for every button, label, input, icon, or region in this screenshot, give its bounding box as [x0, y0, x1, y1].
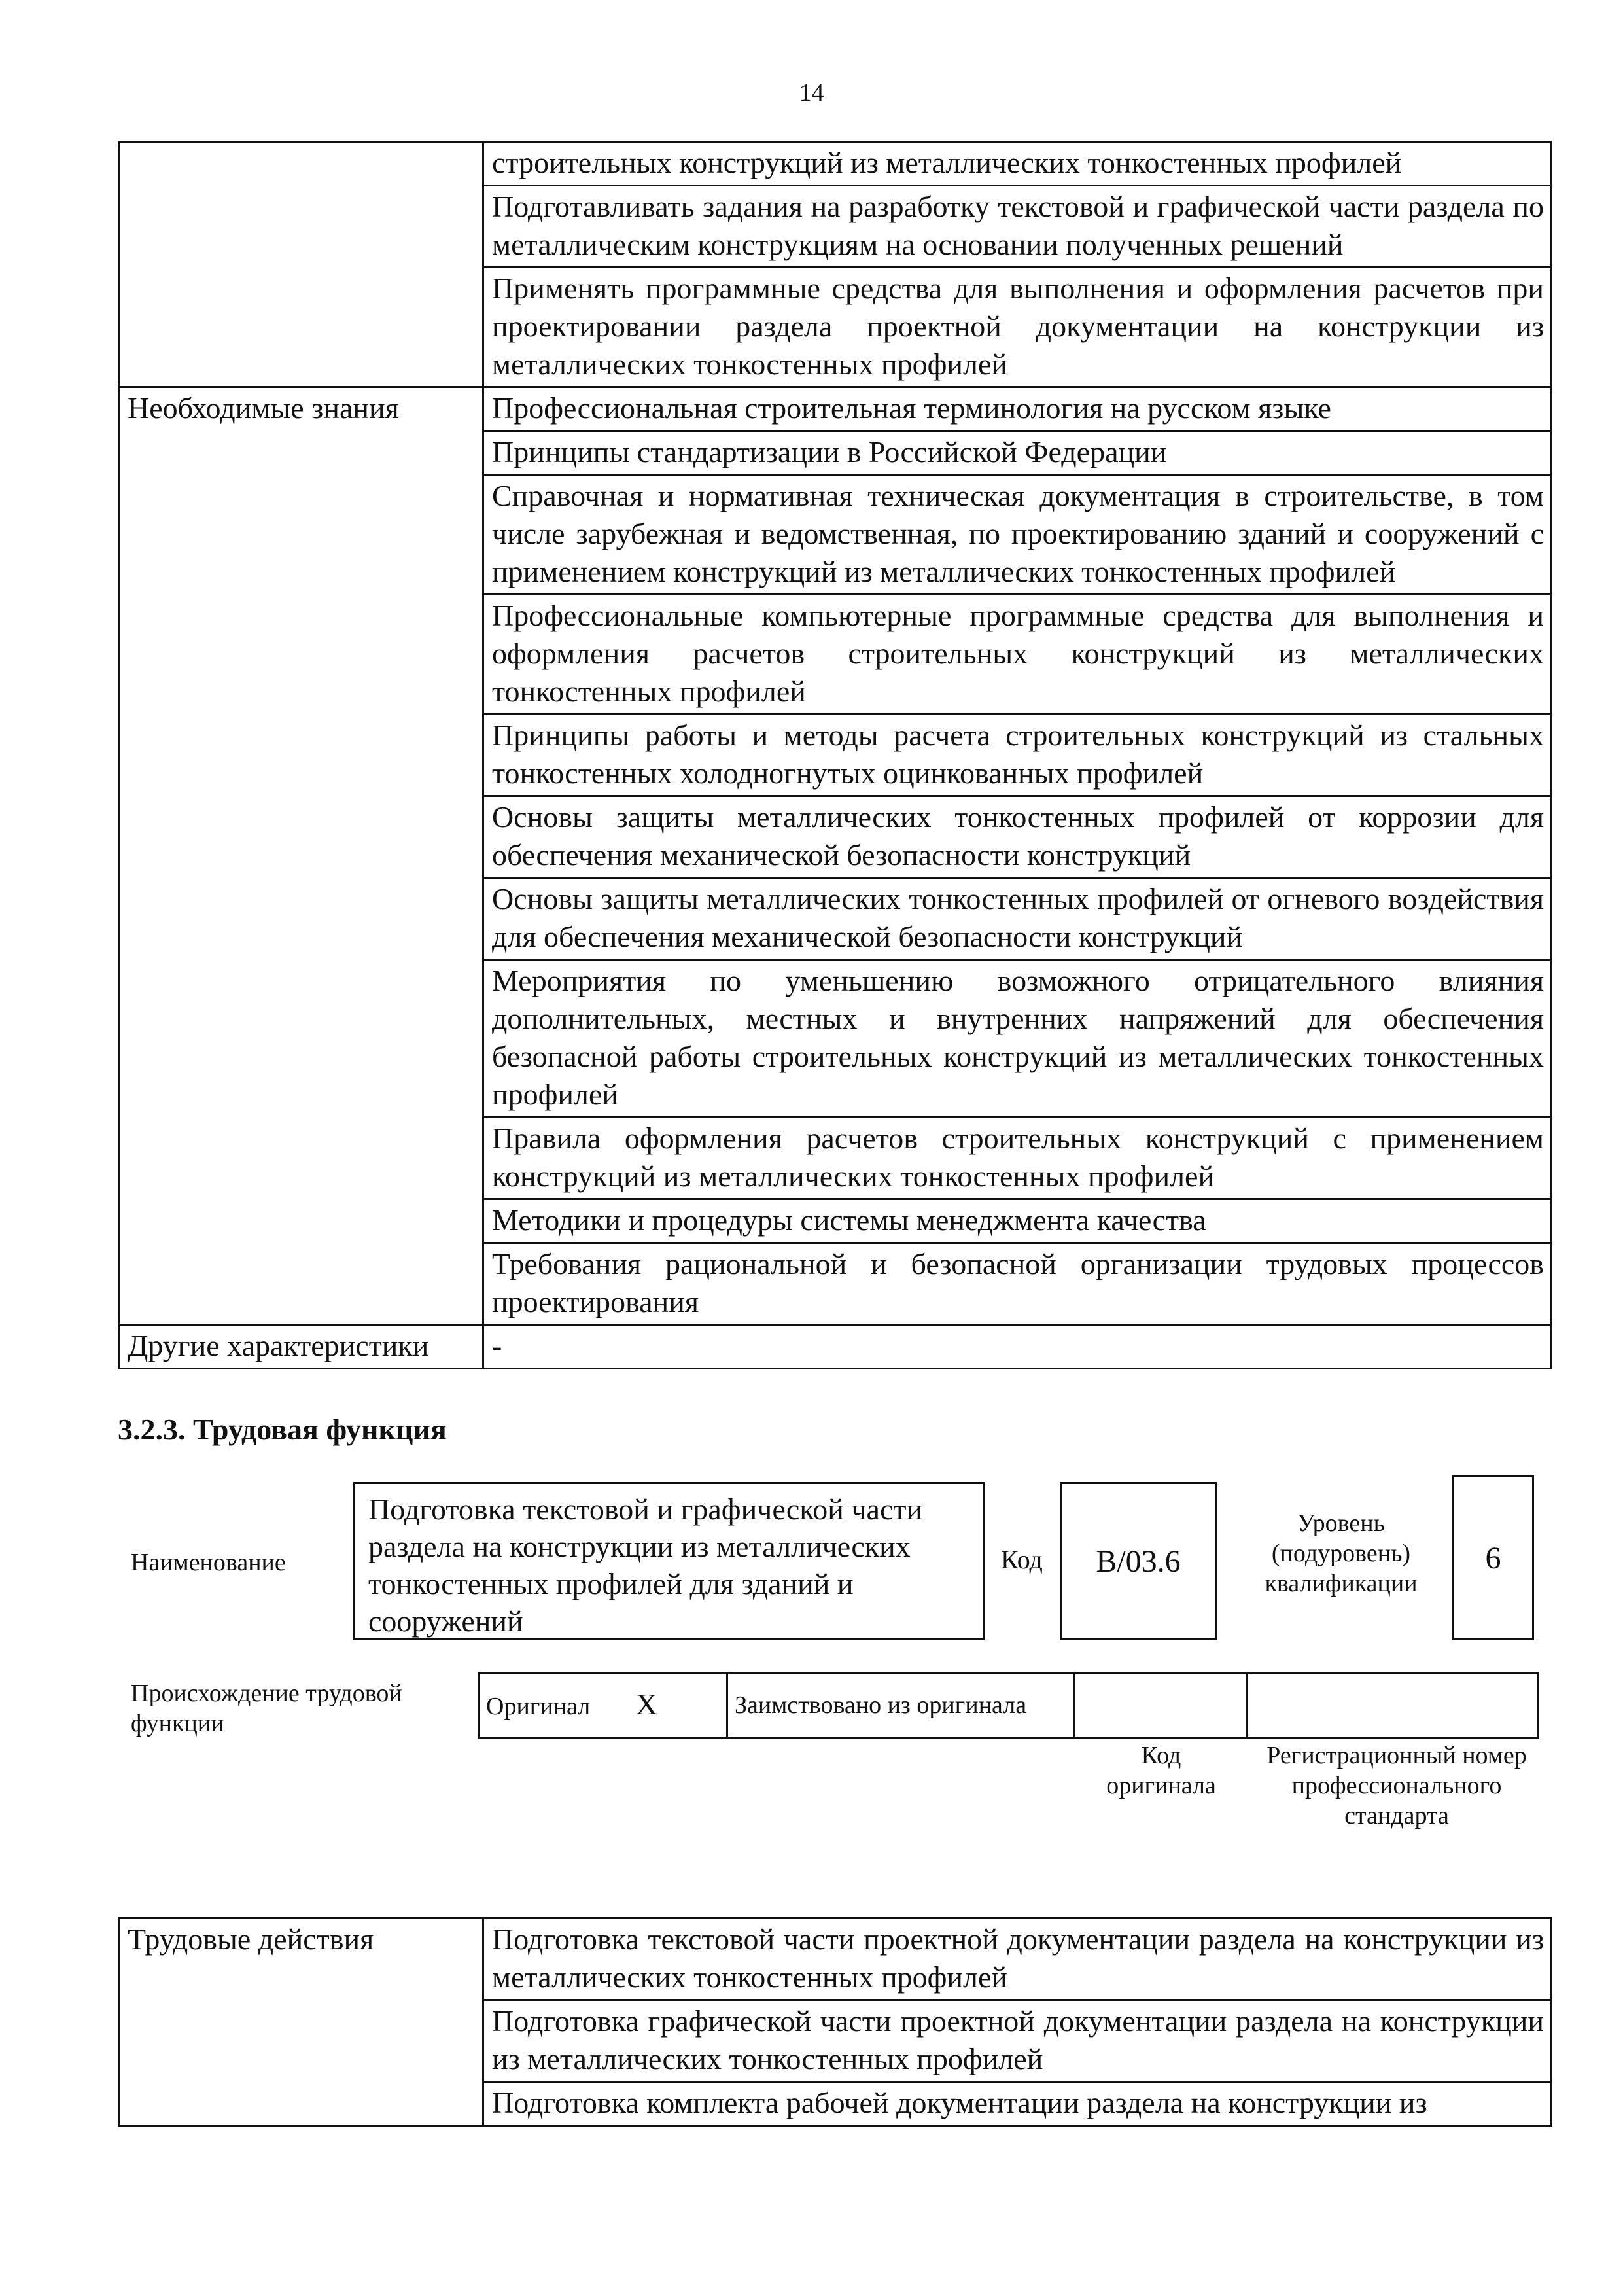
row-text: Мероприятия по уменьшению возможного отрицательного влияния дополнительных, местных и внутренних напряжений для обеспечения безопасной работы строительных конструкций из металлических тонкостенных профилей	[483, 960, 1552, 1118]
table-row	[119, 1918, 1552, 2000]
table-row	[119, 960, 1552, 1118]
table-row	[119, 1243, 1552, 1325]
row-label	[119, 268, 483, 387]
labor-actions-table	[118, 1917, 1552, 2127]
row-label	[119, 796, 483, 878]
row-text: Принципы стандартизации в Российской Федерации	[483, 431, 1552, 475]
table-row	[119, 431, 1552, 475]
row-text: Подготовка текстовой части проектной документации раздела на конструкции из металлических тонкостенных профилей	[483, 1918, 1552, 2000]
labor-actions-label: Трудовые действия	[119, 1918, 483, 2000]
table-row	[119, 186, 1552, 268]
table-row	[119, 595, 1552, 715]
row-text: строительных конструкций из металлических тонкостенных профилей	[483, 142, 1552, 186]
row-text: Правила оформления расчетов строительных конструкций с применением конструкций из металлических тонкостенных профилей	[483, 1118, 1552, 1199]
table-row	[119, 715, 1552, 796]
table-row	[119, 1325, 1552, 1369]
row-label	[119, 1243, 483, 1325]
row-label	[119, 475, 483, 595]
row-text: Основы защиты металлических тонкостенных профилей от огневого воздействия для обеспечения механической безопасности конструкций	[483, 878, 1552, 960]
original-cell	[479, 1673, 727, 1738]
page-number: 14	[799, 79, 824, 107]
reg-number-cell	[1248, 1673, 1539, 1738]
table-row	[119, 796, 1552, 878]
other-characteristics-label: Другие характеристики	[119, 1325, 483, 1369]
table-row	[119, 142, 1552, 186]
row-text: Справочная и нормативная техническая документация в строительстве, в том числе зарубежная и ведомственная, по проектированию зданий и сооружений с применением конструкций из металлических тонкостенных профилей	[483, 475, 1552, 595]
row-label	[119, 1118, 483, 1199]
row-text: Подготовка комплекта рабочей документации раздела на конструкции из	[483, 2082, 1552, 2126]
name-label: Наименование	[131, 1549, 286, 1576]
row-label	[119, 2000, 483, 2082]
row-label	[119, 142, 483, 186]
original-mark: X	[635, 1687, 657, 1721]
row-text: Принципы работы и методы расчета строительных конструкций из стальных тонкостенных холодногнутых оцинкованных профилей	[483, 715, 1552, 796]
row-label	[119, 186, 483, 268]
skills-knowledge-table	[118, 141, 1552, 1369]
table-row	[119, 268, 1552, 387]
row-text: Профессиональные компьютерные программные средства для выполнения и оформления расчетов строительных конструкций из металлических тонкостенных профилей	[483, 595, 1552, 715]
reg-number-caption: Регистрационный номер профессионального стандарта	[1266, 1742, 1527, 1829]
row-label	[119, 595, 483, 715]
origin-table	[478, 1672, 1539, 1739]
row-text: Подготавливать задания на разработку текстовой и графической части раздела по металлическим конструкциям на основании полученных решений	[483, 186, 1552, 268]
code-original-caption: Код оригинала	[1106, 1742, 1216, 1799]
level-label: Уровень (подуровень) квалификации	[1265, 1510, 1418, 1597]
table-row	[119, 1118, 1552, 1199]
table-row	[119, 2082, 1552, 2126]
row-label	[119, 878, 483, 960]
row-label	[119, 431, 483, 475]
row-label	[119, 1199, 483, 1243]
level-box: 6	[1452, 1475, 1534, 1640]
row-text: Требования рациональной и безопасной организации трудовых процессов проектирования	[483, 1243, 1552, 1325]
row-text: -	[483, 1325, 1552, 1369]
row-label	[119, 960, 483, 1118]
section-title: 3.2.3. Трудовая функция	[118, 1413, 447, 1446]
table-row	[479, 1673, 1539, 1738]
row-label	[119, 2082, 483, 2126]
original-label: Оригинал	[486, 1692, 591, 1720]
required-knowledge-label: Необходимые знания	[119, 387, 483, 431]
function-name-box: Подготовка текстовой и графической части раздела на конструкции из металлических тонкостенных профилей для зданий и сооружений	[353, 1482, 985, 1640]
origin-label: Происхождение трудовой функции	[131, 1680, 402, 1737]
table-row	[119, 387, 1552, 431]
row-text: Методики и процедуры системы менеджмента качества	[483, 1199, 1552, 1243]
table-row	[119, 878, 1552, 960]
table-row	[119, 2000, 1552, 2082]
row-text: Подготовка графической части проектной документации раздела на конструкции из металлических тонкостенных профилей	[483, 2000, 1552, 2082]
code-original-cell	[1074, 1673, 1248, 1738]
table-row	[119, 475, 1552, 595]
code-label: Код	[1001, 1545, 1043, 1574]
row-text: Основы защиты металлических тонкостенных профилей от коррозии для обеспечения механической безопасности конструкций	[483, 796, 1552, 878]
row-text: Профессиональная строительная терминология на русском языке	[483, 387, 1552, 431]
row-label	[119, 715, 483, 796]
row-text: Применять программные средства для выполнения и оформления расчетов при проектировании раздела проектной документации на конструкции из металлических тонкостенных профилей	[483, 268, 1552, 387]
table-row	[119, 1199, 1552, 1243]
code-box: В/03.6	[1060, 1482, 1217, 1640]
borrowed-cell: Заимствовано из оригинала	[727, 1673, 1074, 1738]
